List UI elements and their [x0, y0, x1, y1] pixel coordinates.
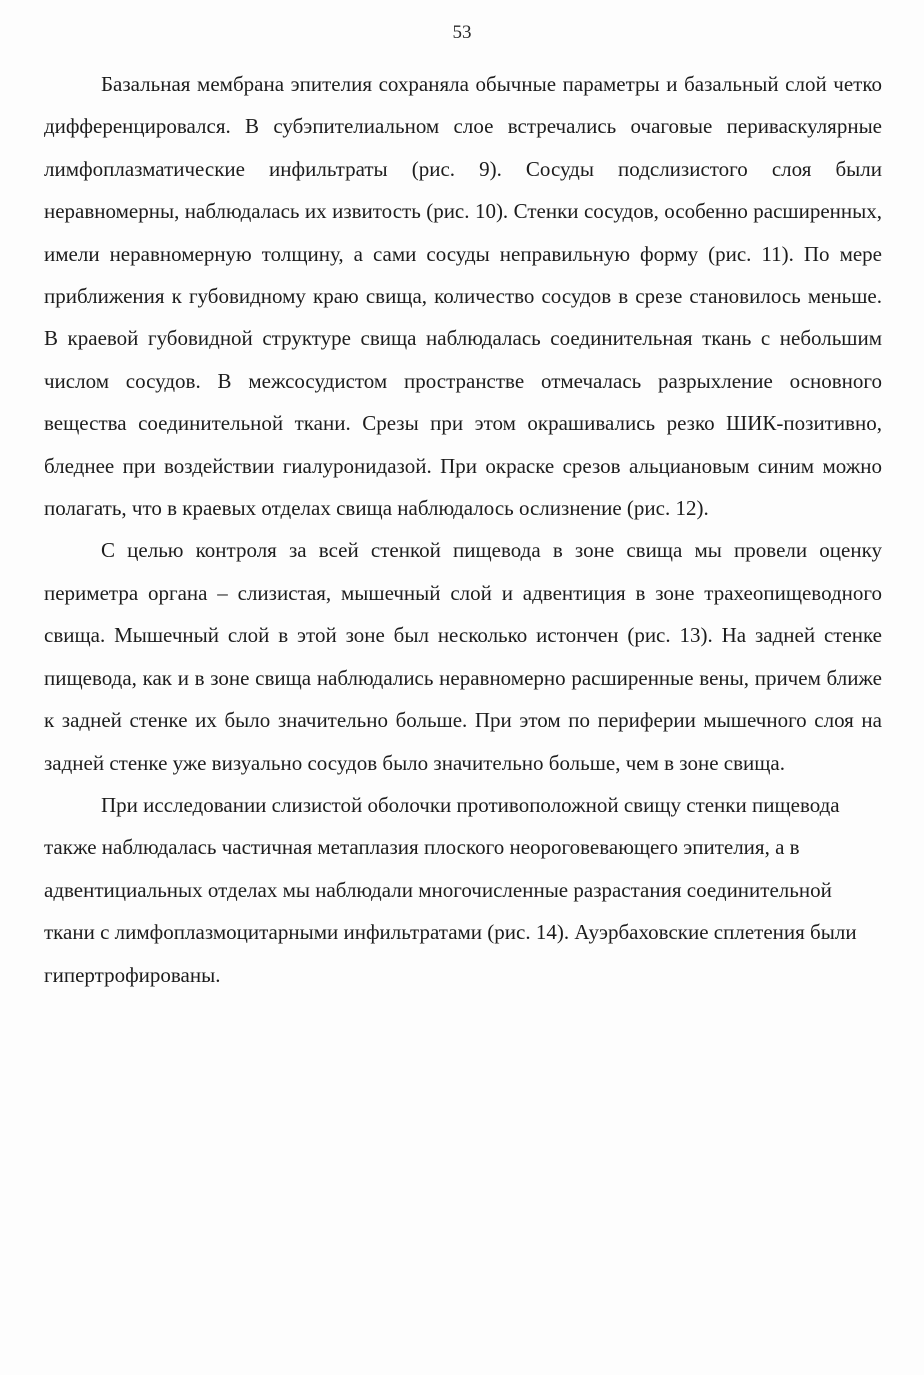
- body-text: [44, 63, 882, 996]
- page-number: 53: [452, 22, 472, 43]
- paragraph-opposite-wall: При исследовании слизистой оболочки противоположной свищу стенки пищевода также наблюдалась частичная метаплазия плоского неороговевающего эпителия, а в адвентициальных отделах мы наблюдали многочисленные разрастания соединительной ткани с лимфоплазмоцитарными инфильтратами (рис. 14). Ауэрбаховские сплетения были гипертрофированы.: [44, 792, 857, 987]
- paragraph-basal-membrane: Базальная мембрана эпителия сохраняла обычные параметры и базальный слой четко дифференцировался. В субэпителиальном слое встречались очаговые периваскулярные лимфоплазматические инфильтраты (рис. 9). Сосуды подслизистого слоя были неравномерны, наблюдалась их извитость (рис. 10). Стенки сосудов, особенно расширенных, имели неравномерную толщину, а сами сосуды неправильную форму (рис. 11). По мере приближения к губовидному краю свища, количество сосудов в срезе становилось меньше. В краевой губовидной структуре свища наблюдалась соединительная ткань с небольшим числом сосудов. В межсосудистом пространстве отмечалась разрыхление основного вещества соединительной ткани. Срезы при этом окрашивались резко ШИК-позитивно, бледнее при воздействии гиалуронидазой. При окраске срезов альциановым синим можно полагать, что в краевых отделах свища наблюдалось ослизнение (рис. 12).: [44, 72, 882, 521]
- paragraph-esophageal-wall: С целью контроля за всей стенкой пищевода в зоне свища мы провели оценку периметра органа – слизистая, мышечный слой и адвентиция в зоне трахеопищеводного свища. Мышечный слой в этой зоне был несколько истончен (рис. 13). На задней стенке пищевода, как и в зоне свища наблюдались неравномерно расширенные вены, причем ближе к задней стенке их было значительно больше. При этом по периферии мышечного слоя на задней стенке уже визуально сосудов было значительно больше, чем в зоне свища.: [44, 538, 882, 775]
